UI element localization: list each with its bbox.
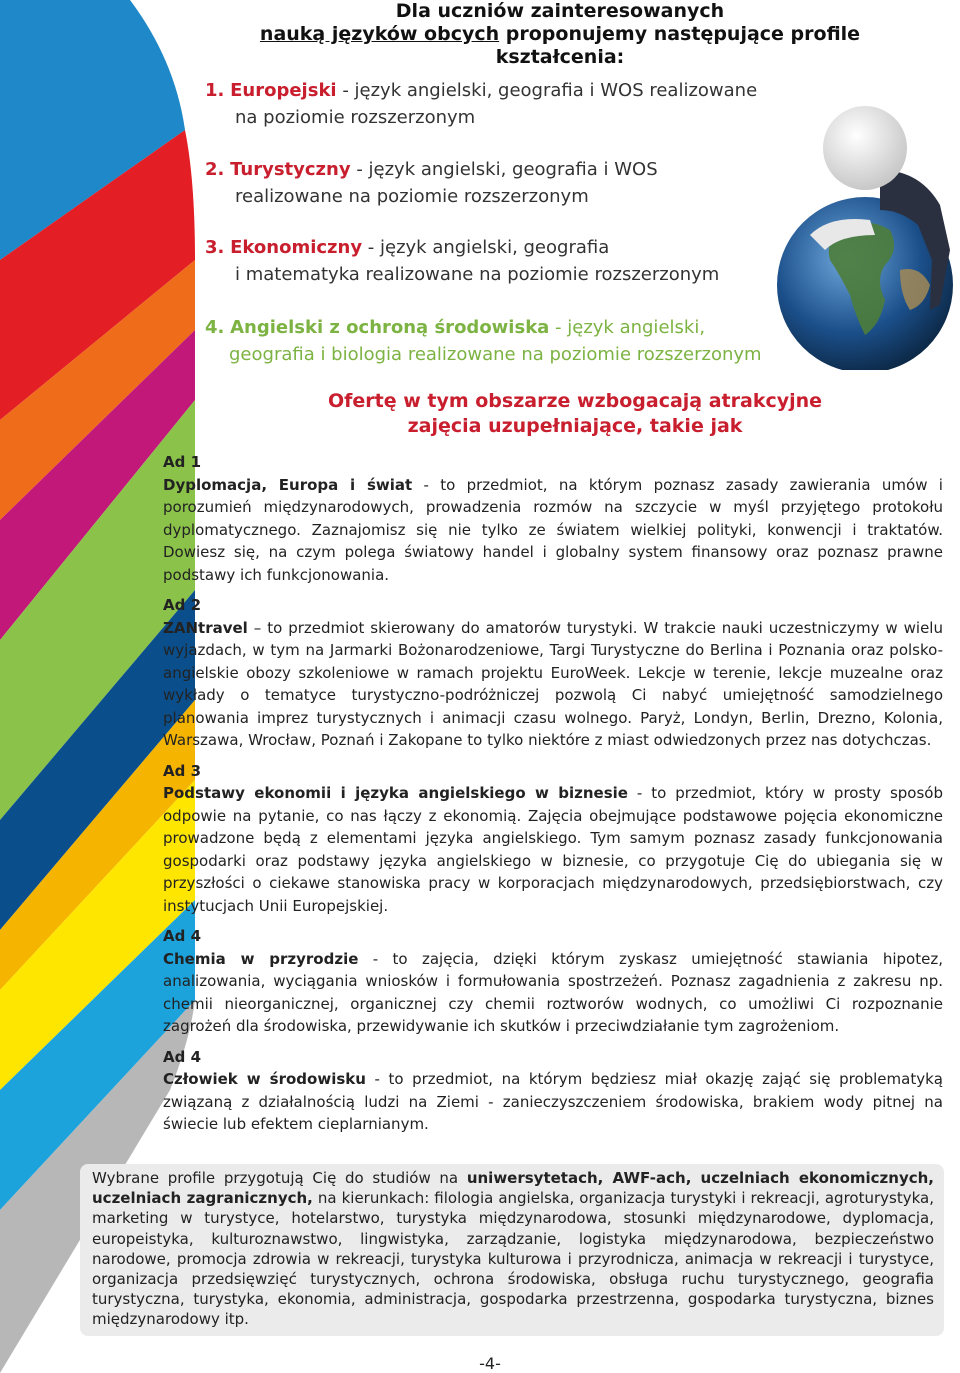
header-underlined: nauką języków obcych xyxy=(259,23,500,45)
section-body-5 xyxy=(163,1068,943,1136)
summary-rest: na kierunkach: filologia angielska, organizacja turystyki i rekreacji, agroturystyka, marketing w turystyce, hotelarstwo, turystyka międzynarodowa, stosunki międzynarodowe, dyplomacja, europeistyka, kulturoznawstwo, lingwistyka, zarządzanie, logistyka międzynarodowa, bezpieczeństwo narodowe, promocja zdrowia w rekreacji, turystyka kulturowa i przyrodnicza, animacja w rekreacji i turystyce, organizacja przedsięwzięć turystycznych, ochrona środowiska, obsługa ruchu turystycznego, geografia turystyczna, turystyka, ekonomia, administracja, gospodarka przestrzenna, gospodarka turystyczna, biznes międzynarodowy itp. xyxy=(92,1189,934,1329)
profile-name: Ekonomiczny xyxy=(230,237,363,258)
offer-line1: Ofertę w tym obszarze wzbogacają atrakcyjne xyxy=(327,390,823,412)
section-label-2: Ad 2 xyxy=(163,596,202,614)
summary-bold: uniwersytetach, AWF-ach, uczelniach ekonomicznych, uczelniach zagranicznych, xyxy=(92,1169,934,1208)
profile-item-3 xyxy=(205,234,805,288)
profile-desc-2: realizowane na poziomie rozszerzonym xyxy=(235,186,589,207)
section-body-2 xyxy=(163,617,943,752)
sections-list xyxy=(163,451,943,1136)
header-line2-rest: proponujemy następujące profile xyxy=(499,23,861,45)
figure-head xyxy=(823,106,907,190)
offer-heading xyxy=(320,389,830,439)
section-title: Chemia w przyrodzie xyxy=(163,949,359,968)
header-line2 xyxy=(200,23,920,46)
profile-name: Europejski xyxy=(230,80,337,101)
section-text: - to przedmiot, na którym będziesz miał okazję zająć się problematyką związaną z działalnością ludzi na Ziemi - zanieczyszczeniem środowiska, brakiem wody pitnej na świecie lub efektem cieplarnianym. xyxy=(163,1070,943,1133)
profile-desc: - język angielski, geografia xyxy=(362,237,610,258)
section-body-4 xyxy=(163,948,943,1038)
page-number: -4- xyxy=(479,1354,501,1373)
section-text: – to przedmiot skierowany do amatorów turystyki. W trakcie nauki uczestniczymy w wielu wyjazdach, w tym na Jarmarki Bożonarodzeniowe, Targi Turystyczne do Berlina i Poznania oraz polsko-angielskie obozy szkoleniowe w ramach projektu EuroWeek. Lekcje w terenie, lekcje muzealne oraz wykłady o tematyce turystyczno-podróżniczej pozwolą Ci nabyć umiejętność samodzielnego planowania imprez turystycznych i animacji czasu wolnego. Paryż, Londyn, Berlin, Drezno, Kolonia, Warszawa, Wrocław, Poznań i Zakopane to tylko niektóre z miast odwiedzonych przez nas dotychczas. xyxy=(163,618,943,749)
profile-item-1 xyxy=(205,77,805,131)
section-label-4: Ad 4 xyxy=(163,927,202,945)
section-title: ZANtravel xyxy=(163,618,248,637)
section-title: Podstawy ekonomii i języka angielskiego w biznesie xyxy=(163,784,628,802)
section-label-1: Ad 1 xyxy=(163,453,202,471)
section-text: - to zajęcia, dzięki którym zyskasz umiejętność stawiania hipotez, analizowania, wyciągania wniosków i formułowania spostrzeżeń. Poznasz zagadnienia z zakresu np. chemii nieorganicznej, organicznej czy chemii roztworów wodnych, co umożliwi Ci rozpoznanie zagrożeń dla środowiska, przewidywanie ich skutków i przeciwdziałanie tym zagrożeniom. xyxy=(163,949,943,1035)
section-text: - to przedmiot, na którym poznasz zasady zawierania umów i porozumień międzynarodowych, prowadzenia rozmów na szczycie w myśl przyjętego protokołu dyplomatycznego. Zaznajomisz się nie tylko ze światem wielkiej polityki, konwencji i traktatów. Dowiesz się, na czym polega światowy handel i globalny system finansowy oraz poznasz prawne podstawy ich funkcjonowania. xyxy=(163,475,943,584)
section-body-1 xyxy=(163,474,943,587)
header-line3: kształcenia: xyxy=(495,46,625,68)
profile-number: 1. xyxy=(205,80,225,101)
profile-number: 3. xyxy=(205,237,225,258)
profile-desc: - język angielski, xyxy=(549,317,706,338)
summary-intro: Wybrane profile przygotują Cię do studiów na xyxy=(92,1169,467,1187)
profile-number: 4. xyxy=(205,317,225,338)
profile-desc-2: na poziomie rozszerzonym xyxy=(235,107,476,128)
section-label-3: Ad 3 xyxy=(163,761,202,780)
section-text: - to przedmiot, który w prosty sposób odpowie na pytanie, co nas łączy z ekonomią. Zajęcia obejmujące podstawowe pojęcia ekonomiczne prowadzone będą z elementami języka angielskiego. Tym samym poznasz zasady funkcjonowania gospodarki oraz podstawy języka angielskiego w biznesie, co przygotuje Cię do ubiegania się w przyszłości o ciekawe stanowiska pracy w korporacjach międzynarodowych, przedsiębiorstwach, czy instytucjach Unii Europejskiej. xyxy=(163,784,943,915)
profile-desc-2: i matematyka realizowane na poziomie rozszerzonym xyxy=(235,264,720,285)
profile-item-4 xyxy=(205,314,845,368)
profile-item-2 xyxy=(205,156,805,210)
section-label-5: Ad 4 xyxy=(163,1047,202,1066)
profile-desc: - język angielski, geografia i WOS realizowane xyxy=(336,80,758,101)
section-title: Dyplomacja, Europa i świat xyxy=(163,475,413,494)
section-body-3 xyxy=(163,782,943,917)
profile-number: 2. xyxy=(205,159,225,180)
profile-name: Turystyczny xyxy=(230,159,351,180)
section-title: Człowiek w środowisku xyxy=(163,1070,366,1088)
page-header xyxy=(200,0,920,69)
offer-line2: zajęcia uzupełniające, takie jak xyxy=(407,415,743,437)
profile-name: Angielski z ochroną środowiska xyxy=(230,317,550,338)
profile-desc-2: geografia i biologia realizowane na poziomie rozszerzonym xyxy=(229,344,762,365)
profile-desc: - język angielski, geografia i WOS xyxy=(350,159,658,180)
header-line1: Dla uczniów zainteresowanych xyxy=(395,0,725,22)
globe-with-figure-icon xyxy=(770,100,960,370)
summary-box xyxy=(80,1164,944,1336)
